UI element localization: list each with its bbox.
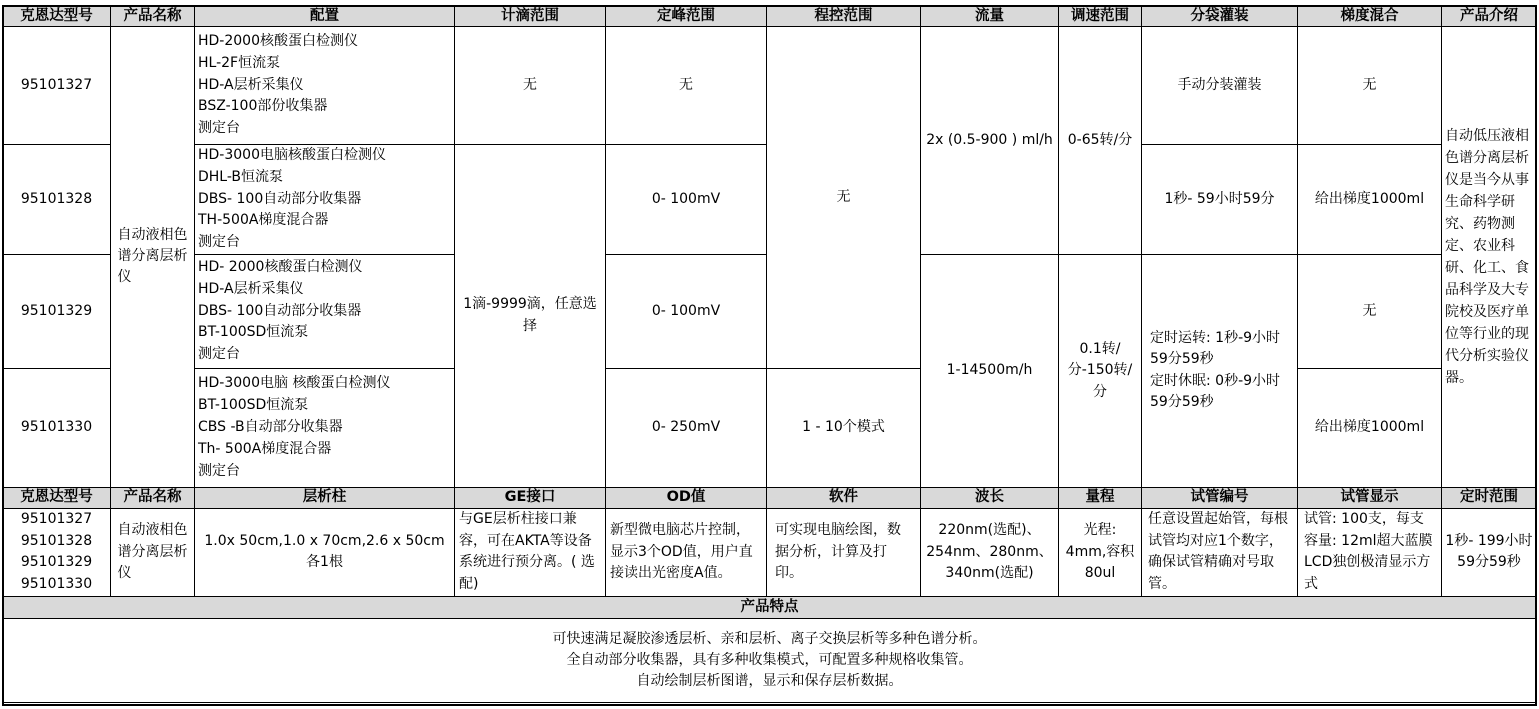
feature-line: 可快速满足凝胶渗透层析、亲和层析、离子交换层析等多种色谱分析。	[552, 630, 987, 647]
header-flow: 流量	[921, 6, 1059, 27]
gradient-mixing-cell: 无	[1298, 27, 1442, 145]
gradient-mixing-cell: 给出梯度1000ml	[1298, 368, 1442, 487]
config-line: Th- 500A梯度混合器	[198, 440, 332, 457]
header-software: 软件	[767, 487, 921, 508]
config-cell	[195, 254, 455, 368]
product-spec-table	[2, 5, 1537, 703]
timer-run-text: 定时运转: 1秒-9小时59分59秒	[1150, 329, 1281, 368]
config-line: DBS- 100自动部分收集器	[198, 302, 362, 319]
bag-filling-cell: 手动分装灌装	[1142, 27, 1298, 145]
header-drip-range: 计滴范围	[455, 6, 606, 27]
features-title: 产品特点	[3, 596, 1537, 618]
config-line: 测定台	[198, 462, 240, 479]
config-line: 测定台	[198, 120, 240, 137]
header-product-name: 产品名称	[111, 487, 195, 508]
program-range-cell: 1 - 10个模式	[767, 368, 921, 487]
ge-interface-cell: 与GE层析柱接口兼容，可在AKTA等设备系统进行预分离。( 选配)	[455, 508, 606, 596]
table-row	[3, 27, 1537, 145]
model-cell: 95101328	[3, 145, 111, 255]
header-peak-range: 定峰范围	[606, 6, 767, 27]
config-line: TH-500A梯度混合器	[198, 212, 329, 229]
features-title-row	[3, 596, 1537, 618]
config-line: HD-3000电脑 核酸蛋白检测仪	[198, 375, 391, 392]
models-cell	[3, 508, 111, 596]
product-name-cell	[111, 27, 195, 488]
header-wavelength: 波长	[921, 487, 1059, 508]
model-line: 95101327	[20, 511, 93, 528]
tube-display-cell: 试管: 100支，每支容量: 12ml超大蓝膜LCD独创极清显示方式	[1298, 508, 1442, 596]
table2-header-row	[3, 487, 1537, 508]
flow-cell: 2x (0.5-900 ) ml/h	[921, 27, 1059, 255]
header-model: 克恩达型号	[3, 487, 111, 508]
config-cell	[195, 368, 455, 487]
header-tube-display: 试管显示	[1298, 487, 1442, 508]
od-value-cell: 新型微电脑芯片控制，显示3个OD值，用户直接读出光密度A值。	[606, 508, 767, 596]
config-line: 测定台	[198, 346, 240, 363]
range-cell: 光程: 4mm,容积80ul	[1059, 508, 1142, 596]
feature-line: 自动绘制层析图谱，显示和保存层析数据。	[636, 672, 903, 689]
wavelength-cell: 220nm(选配)、254nm、280nm、340nm(选配)	[921, 508, 1059, 596]
peak-range-cell: 0- 100mV	[606, 254, 767, 368]
bag-filling-timer-cell	[1142, 254, 1298, 487]
program-range-cell: 无	[767, 27, 921, 369]
bag-filling-cell: 1秒- 59小时59分	[1142, 145, 1298, 255]
timing-range-cell: 1秒- 199小时59分59秒	[1442, 508, 1537, 596]
model-cell: 95101329	[3, 254, 111, 368]
config-line: HD- 2000核酸蛋白检测仪	[198, 258, 363, 275]
header-model: 克恩达型号	[3, 6, 111, 27]
config-line: HD-2000核酸蛋白检测仪	[198, 33, 358, 49]
header-column: 层析柱	[195, 487, 455, 508]
software-cell: 可实现电脑绘图，数据分析，计算及打印。	[767, 508, 921, 596]
header-gradient-mixing: 梯度混合	[1298, 6, 1442, 27]
timer-sleep-text: 定时休眠: 0秒-9小时59分59秒	[1150, 372, 1281, 411]
speed-range-cell: 0-65转/分	[1059, 27, 1142, 255]
features-row	[3, 618, 1537, 702]
model-cell: 95101330	[3, 368, 111, 487]
config-cell	[195, 27, 455, 145]
model-line: 95101329	[20, 554, 93, 571]
model-line: 95101330	[20, 575, 93, 592]
model-cell: 95101327	[3, 27, 111, 145]
header-intro: 产品介绍	[1442, 6, 1537, 27]
intro-cell: 自动低压液相色谱分离层析仪是当今从事生命科学研究、药物测定、农业科研、化工、食品科学及大专院校及医疗单位等行业的现代分析实验仪器。	[1442, 27, 1537, 488]
header-od-value: OD值	[606, 487, 767, 508]
header-range: 量程	[1059, 487, 1142, 508]
product-name-cell	[111, 508, 195, 596]
header-config: 配置	[195, 6, 455, 27]
config-cell	[195, 145, 455, 255]
header-tube-number: 试管编号	[1142, 487, 1298, 508]
header-product-name: 产品名称	[111, 6, 195, 27]
config-line: HL-2F恒流泵	[198, 54, 281, 71]
config-line: HD-3000电脑核酸蛋白检测仪	[198, 147, 386, 163]
product-name-text: 自动液相色谱分离层析仪	[117, 227, 188, 286]
gradient-mixing-cell: 无	[1298, 254, 1442, 368]
table-row	[3, 508, 1537, 596]
flow-cell: 1-14500m/h	[921, 254, 1059, 487]
column-cell: 1.0x 50cm,1.0 x 70cm,2.6 x 50cm 各1根	[195, 508, 455, 596]
peak-range-cell: 无	[606, 27, 767, 145]
features-cell	[3, 618, 1537, 702]
config-line: BSZ-100部份收集器	[198, 98, 328, 115]
tube-number-cell: 任意设置起始管，每根试管均对应1个数字，确保试管精确对号取管。	[1142, 508, 1298, 596]
config-line: 测定台	[198, 234, 240, 251]
config-line: BT-100SD恒流泵	[198, 324, 309, 341]
header-timing-range: 定时范围	[1442, 487, 1537, 508]
config-line: DHL-B恒流泵	[198, 168, 284, 185]
header-bag-filling: 分袋灌装	[1142, 6, 1298, 27]
config-line: HD-A层析采集仪	[198, 76, 304, 93]
drip-range-cell: 1滴-9999滴，任意选择	[455, 145, 606, 488]
config-line: CBS -B自动部分收集器	[198, 419, 343, 436]
feature-line: 全自动部分收集器，具有多种收集模式，可配置多种规格收集管。	[566, 651, 973, 668]
header-ge-interface: GE接口	[455, 487, 606, 508]
product-name-text: 自动液相色谱分离层析仪	[117, 522, 188, 582]
header-speed-range: 调速范围	[1059, 6, 1142, 27]
model-line: 95101328	[20, 532, 93, 549]
table-row	[3, 368, 1537, 487]
peak-range-cell: 0- 100mV	[606, 145, 767, 255]
peak-range-cell: 0- 250mV	[606, 368, 767, 487]
speed-range-cell: 0.1转/分-150转/分	[1059, 254, 1142, 487]
header-program-range: 程控范围	[767, 6, 921, 27]
config-line: DBS- 100自动部分收集器	[198, 190, 362, 207]
gradient-mixing-cell: 给出梯度1000ml	[1298, 145, 1442, 255]
config-line: BT-100SD恒流泵	[198, 397, 309, 414]
table1-header-row	[3, 6, 1537, 27]
config-line: HD-A层析采集仪	[198, 280, 304, 297]
drip-range-cell: 无	[455, 27, 606, 145]
